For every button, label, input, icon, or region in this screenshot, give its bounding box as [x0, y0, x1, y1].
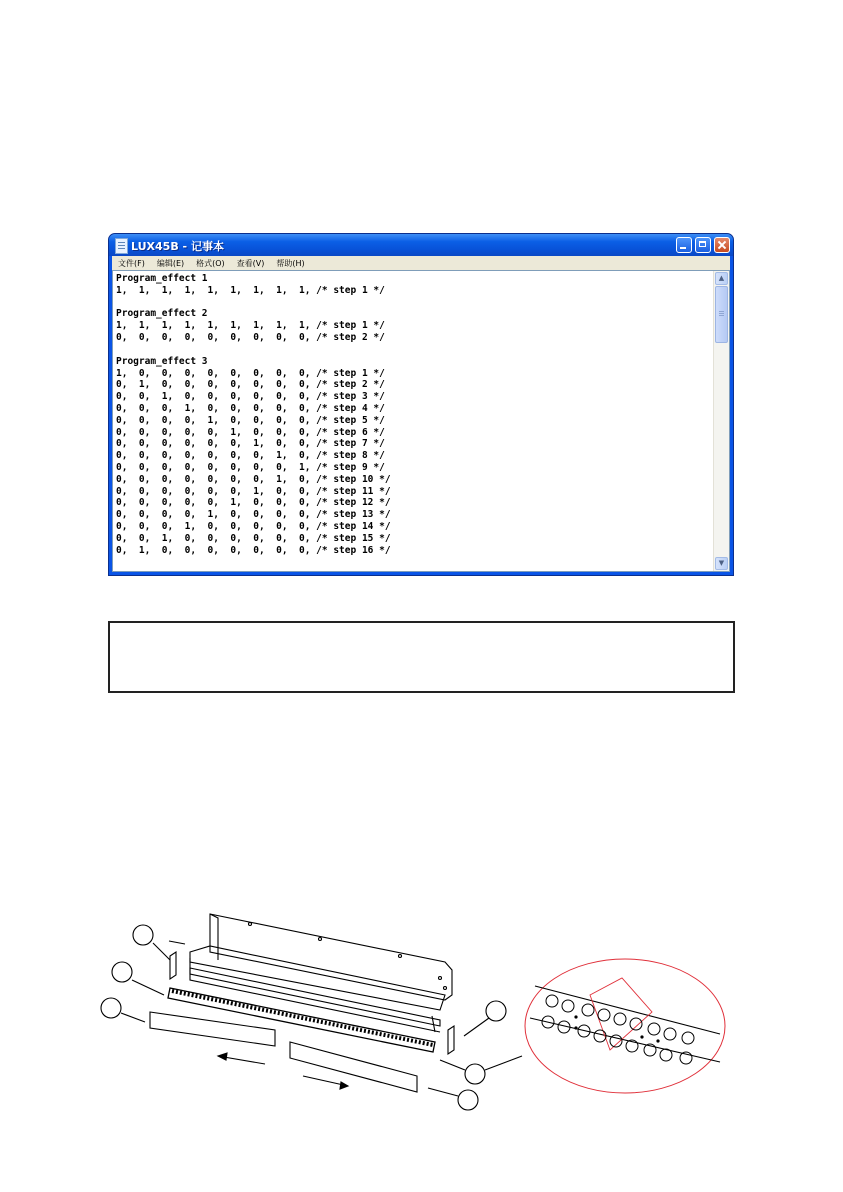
scroll-thumb[interactable]	[715, 286, 728, 343]
menu-edit[interactable]: 编辑(E)	[156, 258, 185, 268]
scroll-up-button[interactable]: ▲	[715, 272, 728, 285]
bar-housing	[190, 914, 452, 1032]
callout-2	[112, 962, 164, 995]
callout-3	[101, 998, 145, 1022]
menu-bar	[112, 256, 730, 270]
vertical-scrollbar[interactable]	[713, 271, 729, 571]
title-bar[interactable]	[109, 234, 733, 256]
editor-content[interactable]: Program_effect 1 1, 1, 1, 1, 1, 1, 1, 1, 1, /* step 1 */ Program_effect 2 1, 1, 1, 1, 1, 1, 1, 1, 1, /* step 1 */ 0, 0, 0, 0, 0, 0, 0, 0, 0, /* step 2 */ Program_effect 3 1, 0, 0, 0, 0, 0, 0, 0, 0, /* step 1 */ 0, 1, 0, 0, 0, 0, 0, 0, 0, /* step 2 */ 0, 0, 1, 0, 0, 0, 0, 0, 0, /* step 3 */ 0, 0, 0, 1, 0, 0, 0, 0, 0, /* step 4 */ 0, 0, 0, 0, 1, 0, 0, 0, 0, /* step 5 */ 0, 0, 0, 0, 0, 1, 0, 0, 0, /* step 6 */ 0, 0, 0, 0, 0, 0, 1, 0, 0, /* step 7 */ 0, 0, 0, 0, 0, 0, 0, 1, 0, /* step 8 */ 0, 0, 0, 0, 0, 0, 0, 0, 1, /* step 9 */ 0, 0, 0, 0, 0, 0, 0, 1, 0, /* step 10 */ 0, 0, 0, 0, 0, 0, 1, 0, 0, /* step 11 */ 0, 0, 0, 0, 0, 1, 0, 0, 0, /* step 12 */ 0, 0, 0, 0, 1, 0, 0, 0, 0, /* step 13 */ 0, 0, 0, 1, 0, 0, 0, 0, 0, /* step 14 */ 0, 0, 1, 0, 0, 0, 0, 0, 0, /* step 15 */ 0, 1, 0, 0, 0, 0, 0, 0, 0, /* step 16 */	[116, 273, 391, 556]
scroll-down-button[interactable]: ▼	[715, 557, 728, 570]
end-cap-right	[448, 1026, 454, 1054]
minimize-button[interactable]	[676, 237, 692, 253]
callout-4	[464, 1001, 506, 1036]
cover-panel-right	[290, 1042, 417, 1092]
notepad-icon	[115, 238, 128, 254]
menu-help[interactable]: 帮助(H)	[276, 258, 305, 268]
close-button[interactable]	[714, 237, 730, 253]
cover-panel-left	[150, 1012, 275, 1046]
arrow-right	[303, 1076, 348, 1089]
menu-file[interactable]: 文件(F)	[118, 258, 145, 268]
menu-view[interactable]: 查看(V)	[236, 258, 265, 268]
notepad-window	[108, 233, 734, 576]
end-cap-left	[170, 952, 176, 979]
text-editor[interactable]	[112, 270, 730, 572]
arrow-left	[218, 1053, 265, 1064]
note-box	[108, 621, 735, 693]
callout-6	[428, 1088, 478, 1110]
callout-5	[440, 1056, 522, 1084]
detail-zoom	[525, 959, 725, 1093]
exploded-view-drawing	[90, 900, 740, 1130]
callout-1	[133, 925, 170, 960]
maximize-button[interactable]	[695, 237, 711, 253]
menu-format[interactable]: 格式(O)	[196, 258, 225, 268]
window-title: LUX45B - 记事本	[131, 240, 224, 253]
